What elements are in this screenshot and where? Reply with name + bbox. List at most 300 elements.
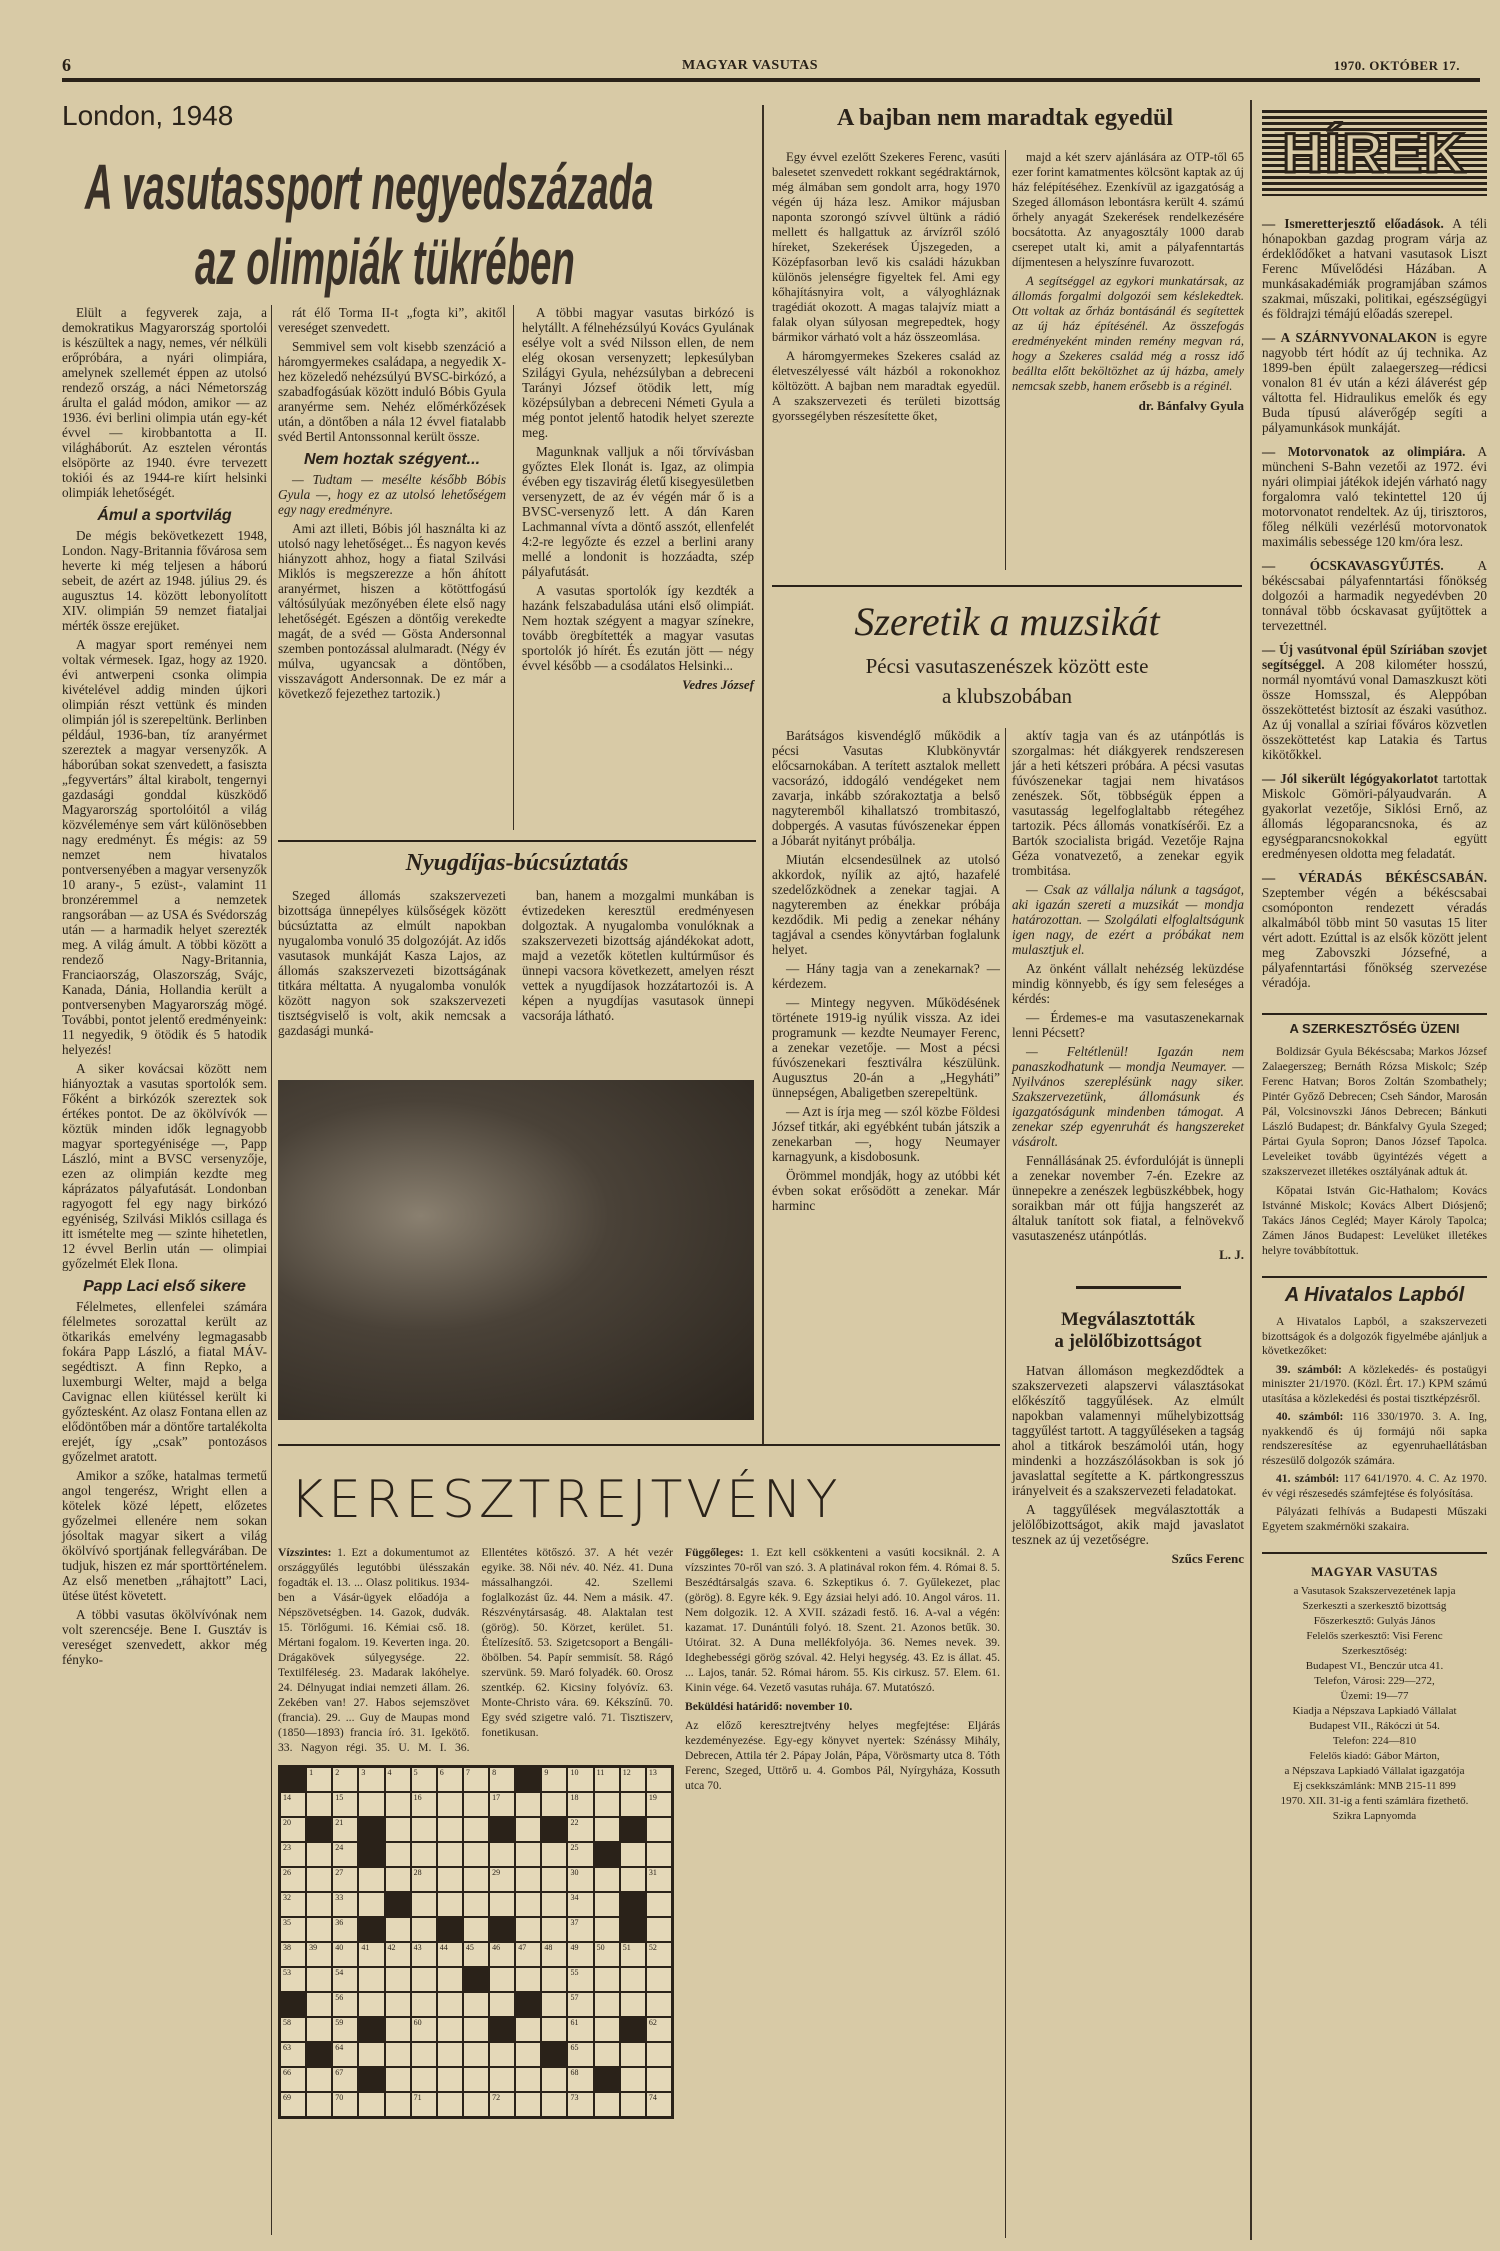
page-number: 6 <box>62 55 72 75</box>
crossword-cell <box>463 2092 489 2117</box>
music-subhead-2: a klubszobában <box>941 684 1073 708</box>
crossword-cell: 54 <box>332 1967 358 1992</box>
crossword-cell <box>306 1867 332 1892</box>
crossword-cell: 43 <box>411 1942 437 1967</box>
help-column-1 <box>772 150 1000 428</box>
crossword-cell <box>489 1842 515 1867</box>
crossword-cell <box>411 1892 437 1917</box>
official-item <box>1262 1505 1487 1534</box>
crossword-cell <box>463 2017 489 2042</box>
crossword-cell <box>306 2042 332 2067</box>
imprint-line: Felelős kiadó: Gábor Márton, <box>1309 1750 1440 1762</box>
crossword-cell: 59 <box>332 2017 358 2042</box>
section-rule <box>1076 1286 1181 1289</box>
crossword-cell <box>306 2092 332 2117</box>
crossword-cell <box>306 2017 332 2042</box>
imprint-line: Budapest VI., Benczúr utca 41. <box>1305 1660 1444 1672</box>
masthead-rule <box>62 78 1480 82</box>
retirement-dinner-photo <box>278 1080 754 1420</box>
paragraph: Barátságos kisvendéglő működik a pécsi Vasutas Klubkönyvtár előcsarnokában. A terített asztalok mellett vacsorázó, iddogáló vendégeket nem zavarja, inkább szórakoztatja a belső nagyteremből kihallatszó trombitaszó, dobpergés. A vasutas fúvószenekar éppen a Jóbarát nyitányt próbálja. <box>772 728 1000 848</box>
paragraph: Ami azt illeti, Bóbis jól használta ki az utolsó nagy lehetőséget... És nagyon kevés hiányzott ahhoz, hogy a fiatal Szilvási Miklós is megszerezze a hőn áhított aranyérmet, hiszen a kötöttfogású váltósúlyúak mezőnyében élete első nagy lehetőségét. Egészen a döntőig verekedte magát, de a svéd — Gösta Andersonnal szemben pontozással alulmaradt. (Négy év múlva, ugyancsak a döntőben, visszavágott Andersonnak. De ez már a következő fejezethez tartozik.) <box>278 521 506 701</box>
crossword-cell <box>515 1992 541 2017</box>
official-item <box>1262 1472 1487 1501</box>
crossword-cell <box>306 1992 332 2017</box>
crossword-deadline: Beküldési határidő: november 10. <box>685 1700 853 1713</box>
crossword-cell: 15 <box>332 1792 358 1817</box>
crossword-cell <box>437 2042 463 2067</box>
imprint-line: Budapest VII., Rákóczi út 54. <box>1309 1720 1440 1732</box>
crossword-solution-note: Az előző keresztrejtvény helyes megfejtése: Eljárás kezdeményezése. Egy-egy könyvet nyertek: Szénássy Mihály, Debrecen, Attila tér 2. Pápay Jolán, Pápa, Vörösmarty utca 8. Tóth Ferenc, Szeged, Uttörő u. 4. Gombos Pál, Nyírgyháza, Kossuth utca 70. <box>685 1719 1000 1792</box>
crossword-cell: 32 <box>280 1892 306 1917</box>
across-text: 1. Ezt a dokumentumot az országgyűlés legutóbbi ülésszakán fogadták el. 13. ... Olasz politikus. 1934-ben a Vásár-ügyek előadója a Népszövetségben. 14. Gazok, dudvák. 15. Törlőgumi. 16. Kémiai cső. 18. Mértani fogalom. 19. Keverten inga. 20. Drágakövek súlyegysége. 22. Textilféleség. 23. Madarak lakóhelye. 24. Délnyugat indiai nemzeti állam. 26. Zekében van! 27. Habos sejemszövet (francia). 29. ... Guy de Maupas mond (1850—1893) francia író. 31. Igekötő. 33. Nagyon régi. 35. U. M. I. 36. Ellentétes kötőszó. 37. A hét vezér egyike. 38. Női név. 40. Néz. 41. Duna mássalhangzói. 42. Szellemi foglalkozást űz. 44. Nem a másik. 47. Részvénytársaság. 48. Alaktalan test (görög). 50. Körzet, kerület. 51. Ételízesítő. 53. Szigetcsoport a Bengáli-öbölben. 54. Papír semmisít. 58. Rágó szervünk. 59. Maró folyadék. 60. Orosz szentkép. 62. Kicsiny folyóvíz. 63. Monte-Christo vára. 69. Kékszínű. 70. Egy svéd szigetre való. 71. Tisztiszerv, fonetikusan. <box>278 1546 673 1754</box>
imprint-line: 1970. XII. 31-ig a fenti számlára fizethető. <box>1280 1795 1469 1807</box>
crossword-cell <box>411 2067 437 2092</box>
imprint-lines <box>1262 1584 1487 1824</box>
news-item <box>1262 771 1487 861</box>
section-rule <box>772 585 1242 587</box>
crossword-cell <box>646 2042 672 2067</box>
news-item-text: A 208 kilométer hosszú, normál nyomtávú vonal Damaszkuszt köti össze Homsszal, és Aleppóban összeköttetést biztosít az északi vasúthoz. Az új vonallal a szíriai főváros közvetlen összeköttetést kap Latakia és Tartus kikötőkkel. <box>1262 657 1487 762</box>
crossword-cell: 3 <box>358 1767 384 1792</box>
crossword-cell <box>594 2042 620 2067</box>
crossword-cell: 24 <box>332 1842 358 1867</box>
paragraph: A Hivatalos Lapból, a szakszervezeti bizottságok és a dolgozók figyelmébe ajánljuk a következőket: <box>1262 1315 1487 1357</box>
crossword-cell <box>280 1767 306 1792</box>
paragraph: Kőpatai István Gic-Hathalom; Kovács Istvánné Miskolc; Kovács Albert Diósjenő; Takács János Cegléd; Mayer Károly Tapolca; Zámen János Budapest: Levelüket illetékes helyre továbbítottuk. <box>1262 1184 1487 1257</box>
retirement-headline: Nyugdíjas-búcsúztatás <box>405 850 629 876</box>
paragraph: Miután elcsendesülnek az utolsó akkordok, nyílik az ajtó, hazafelé szedelőzködnek a zenekar tagjai. A nagyteremben az énekkar próbája kezdődik. Mi pedig a zenekar néhány tagjával a csendes könyvtárban foglalunk helyet. <box>772 852 1000 957</box>
official-item-text: 116 330/1970. 3. A. Ing, nyakkendő és új formájú női sapka rendszeresítése az egyenruhaellátásban részesülő dolgozók számára. <box>1262 1410 1487 1467</box>
crossword-cell <box>385 1992 411 2017</box>
paragraph: Egy évvel ezelőtt Szekeres Ferenc, vasúti balesetet szenvedett rokkant segédraktárnok, még álmában sem gondolt arra, hogy 1970 végén új háza lesz. Amikor májusban naponta szorongó szívvel ültünk a rádió mellett és hallgattuk az árvízről szóló híreket, Szekerések Újszegeden, a Középfasorban levő kis családi házukban különös jelenségre figyeltek fel. Ami egy kőhajításnyira volt, a vályoghláznak tragédiát okozott. A magas talajvíz miatt a falak olyan súlyosan megrepedtek, hogy bármikor várható volt a ház összeomlása. <box>772 150 1000 344</box>
column-divider <box>762 105 764 1445</box>
news-item-text: is egyre nagyobb tért hódít az új technika. Az 1899-ben épült zalaegerszeg—rédicsi vonalon 81 év után a kézi áláverést gép váltotta fel. Hidraulikus emelők és egy Buda típusú aláverőgép segíti a pályamunkások munkáját. <box>1262 330 1487 435</box>
crossword-cell <box>594 1917 620 1942</box>
official-item-text: A közlekedés- és postaügyi miniszter 21/1970. (Közl. Ért. 17.) KPM számú utasítása a közlekedési és postai tisztképzésről. <box>1262 1362 1487 1405</box>
paragraph: A segítséggel az egykori munkatársak, az állomás forgalmi dolgozói sem késlekedtek. Ott voltak az őrház bontásánál és segítettek az új ház építésénél. Az összefogás eredményeként minden remény megvan rá, hogy a Szekeres család még a rossz idő beállta előtt beköltözhet az új házba, amely nemcsak szebb, hanem erősebb is a réginél. <box>1012 274 1244 393</box>
crossword-cell <box>385 1792 411 1817</box>
paragraph: Fennállásának 25. évfordulóját is ünnepli a zenekar november 7-én. Ezekre az ünnepekre a zenészek legbüszkébbek, hogy soraikban már ott fújja hangszerét az általuk tanított sok fiatal, a felnövekvő vasutaszenész utánpótlás. <box>1012 1153 1244 1243</box>
crossword-cell: 9 <box>541 1767 567 1792</box>
crossword-cell <box>358 1917 384 1942</box>
crossword-cell: 47 <box>515 1942 541 1967</box>
official-heading: A Hivatalos Lapból <box>1262 1276 1487 1307</box>
crossword-cell <box>489 2067 515 2092</box>
crossword-cell <box>385 2067 411 2092</box>
crossword-cell <box>411 2042 437 2067</box>
paragraph: Hatvan állomáson megkezdődtek a szakszervezeti alapszervi választásokat előkészítő taggyűlések. Az elmúlt napokban valamennyi műhelybizottság taggyűlést tartott. A taggyűléseken a tagság ahol a titkárok beszámolói után, hogy mindenki a hozzászólásokban is sok jó javaslattal segítette a K. pártkongresszus irányelveit és a szakszervezeti feladatokat. <box>1012 1363 1244 1498</box>
paragraph: — Azt is írja meg — szól közbe Földesi József titkár, aki egyébként tubán játszik a zenekarban —, hogy Neumayer karnagyunk, a kisdobosunk. <box>772 1104 1000 1164</box>
news-item-lead: — ÓCSKAVASGYŰJTÉS. <box>1262 558 1444 573</box>
election-body <box>1012 1363 1244 1566</box>
crossword-cell <box>620 1867 646 1892</box>
crossword-cell <box>385 1842 411 1867</box>
crossword-cell: 68 <box>567 2067 593 2092</box>
crossword-cell <box>541 1967 567 1992</box>
crossword-cell: 64 <box>332 2042 358 2067</box>
crossword-cell <box>489 1917 515 1942</box>
news-item <box>1262 642 1487 762</box>
paragraph: Elült a fegyverek zaja, a demokratikus Magyarország sportolói is készültek a nagy, nemes, vér nélküli erőpróbára, a nyári olimpiára, amelynek szellemét éppen az utolsó rendező ország, a náci Németország árulta el galád módon, amikor — az 1936. évi berlini olimpia után egy-két évvel — kirobbantotta a II. világháborút. Az esztelen vérontás elsöpörte az 1940. évre tervezett tokiói és az 1944-re kiírt helsinki olimpiák lehetőségét. <box>62 305 267 500</box>
editorial-body <box>1262 1044 1487 1262</box>
imprint-line: a Vasutasok Szakszervezetének lapja <box>1293 1585 1456 1597</box>
music-headline: Szeretik a muzsikát <box>854 599 1160 644</box>
paragraph: — Csak az vállalja nálunk a tagságot, aki igazán szereti a muzsikát — mondja határozottan. — Szolgálati elfoglaltságunk igen nagy, de ezért a próbákat nem mulasztjuk el. <box>1012 882 1244 957</box>
crossword-cell <box>620 2017 646 2042</box>
crossword-cell <box>489 1817 515 1842</box>
crossword-cell <box>594 1792 620 1817</box>
column-divider <box>1250 100 1252 2240</box>
crossword-cell: 65 <box>567 2042 593 2067</box>
crossword-cell <box>541 2042 567 2067</box>
newspaper-title: MAGYAR VASUTAS <box>681 58 818 73</box>
crossword-cell <box>489 1967 515 1992</box>
news-item-text: Szeptember végén a békéscsabai csomóponton rendezett véradás alkalmából több mint 50 vasutas 15 liter vért adott. Ezúttal is az elsők között jelent meg Zabovszki Józsefné, a pályafenntartási főnökség szervezése véradója. <box>1262 885 1487 990</box>
crossword-cell: 60 <box>411 2017 437 2042</box>
crossword-cell <box>541 1992 567 2017</box>
crossword-cell <box>437 1817 463 1842</box>
olympic-column-1 <box>62 305 267 1671</box>
crossword-cell: 39 <box>306 1942 332 1967</box>
crossword-cell: 66 <box>280 2067 306 2092</box>
crossword-cell: 25 <box>567 1842 593 1867</box>
crossword-cell <box>646 1817 672 1842</box>
section-rule <box>1262 1552 1487 1554</box>
imprint-line: Kiadja a Népszava Lapkiadó Vállalat <box>1292 1705 1457 1717</box>
crossword-cell <box>358 2042 384 2067</box>
paragraph: — Feltétlenül! Igazán nem panaszkodhatunk — mondja Neumayer. — Nyilvános szereplésünk nagy siker. Szakszervezetünk, állomásunk és igazgatóságunk mindenben támogat. A zenekar szép egyenruhát és hangszereket vásárolt. <box>1012 1044 1244 1149</box>
paragraph: A háromgyermekes Szekeres család az életveszélyessé vált házból a rokonokhoz költözött. A bajban nem maradtak egyedül. A szakszervezeti és területi bizottság gyorssegélyben részesítette őket, <box>772 349 1000 423</box>
imprint-line: Szerkeszti a szerkesztő bizottság <box>1302 1600 1447 1612</box>
crossword-cell <box>594 2092 620 2117</box>
subheading: Ámul a sportvilág <box>97 507 232 524</box>
music-column-2 <box>1012 728 1244 1262</box>
retirement-column-2 <box>522 888 754 1027</box>
section-rule <box>278 1444 1000 1446</box>
crossword-cell <box>463 1967 489 1992</box>
crossword-cell: 69 <box>280 2092 306 2117</box>
crossword-cell <box>594 1892 620 1917</box>
paragraph: Amikor a szőke, hatalmas termetű angol tengerész, Wright ellen a kötelek közé lépett, előzetes győzelmei ellenére nem sokan jósoltak magyar sikert a világ ökölvívó sportjának fellegvárában. De tudjuk, hiszen ez már sporttörténelem. Az első menetben „ráhajtott” Laci, ütése ütést követett. <box>62 1468 267 1603</box>
crossword-cell <box>594 1817 620 1842</box>
crossword-cell: 37 <box>567 1917 593 1942</box>
crossword-cell <box>358 1842 384 1867</box>
crossword-cell <box>489 1992 515 2017</box>
crossword-cell: 40 <box>332 1942 358 1967</box>
olympic-column-3 <box>522 305 754 692</box>
crossword-cell <box>411 1992 437 2017</box>
crossword-cell: 36 <box>332 1917 358 1942</box>
crossword-cell: 1 <box>306 1767 332 1792</box>
right-middle-column <box>1012 728 1244 1566</box>
crossword-cell <box>646 1967 672 1992</box>
official-list <box>1262 1315 1487 1538</box>
crossword-cell: 34 <box>567 1892 593 1917</box>
crossword-cell <box>541 1842 567 1867</box>
paragraph: Szeged állomás szakszervezeti bizottsága ünnepélyes külsőségek között búcsúztatta az elmúlt napokban nyugalomba vonuló 35 dolgozóját. Az idős vasutasok munkáját Kasza Lajos, az állomás szakszervezeti bizottságának titkára méltatta. A nyugalomba vonulók között nagyon sok szakszervezeti tisztségviselő is volt, akik nemcsak a gazdasági munká- <box>278 888 506 1038</box>
crossword-cell: 29 <box>489 1867 515 1892</box>
crossword-cell <box>358 1892 384 1917</box>
imprint-title: MAGYAR VASUTAS <box>1311 1564 1438 1579</box>
paragraph: — Hány tagja van a zenekarnak? — kérdezem. <box>772 961 1000 991</box>
news-item <box>1262 870 1487 990</box>
paragraph: — Mintegy negyven. Működésének története 1919-ig nyúlik vissza. Az idei programunk — kezdte Neumayer Ferenc, a zenekar vezetője. — Most a pécsi fúvószenekari fesztiválra készülünk. Augusztus 20-án a „Hegyháti” ünnepségen, Abaligetben szerepeltünk. <box>772 995 1000 1100</box>
crossword-left-block <box>278 1545 673 2119</box>
crossword-cell: 52 <box>646 1942 672 1967</box>
paragraph: — Érdemes-e ma vasutaszenekarnak lenni Pécsett? <box>1012 1010 1244 1040</box>
crossword-cell <box>411 1967 437 1992</box>
crossword-cell <box>358 1992 384 2017</box>
crossword-cell: 18 <box>567 1792 593 1817</box>
election-headline-1: Megválasztották <box>1060 1309 1196 1330</box>
column-divider <box>271 305 272 2235</box>
author: dr. Bánfalvy Gyula <box>1138 398 1244 413</box>
crossword-cell: 55 <box>567 1967 593 1992</box>
crossword-cell <box>646 2067 672 2092</box>
olympic-column-2 <box>278 305 506 705</box>
issue-date: 1970. OKTÓBER 17. <box>1333 58 1460 73</box>
crossword-cell: 27 <box>332 1867 358 1892</box>
crossword-cell <box>541 2092 567 2117</box>
crossword-cell: 63 <box>280 2042 306 2067</box>
imprint-line: Telefon, Városi: 229—272, <box>1314 1675 1435 1687</box>
crossword-cell <box>437 1867 463 1892</box>
crossword-cell <box>463 1992 489 2017</box>
crossword-cell <box>541 2017 567 2042</box>
crossword-cell <box>358 2067 384 2092</box>
crossword-cell: 20 <box>280 1817 306 1842</box>
right-column <box>1262 110 1487 1824</box>
crossword-cell: 16 <box>411 1792 437 1817</box>
crossword-cell <box>515 1917 541 1942</box>
crossword-cell: 33 <box>332 1892 358 1917</box>
crossword-cell <box>463 1892 489 1917</box>
crossword-cell: 45 <box>463 1942 489 1967</box>
crossword-cell <box>358 2092 384 2117</box>
crossword-cell: 28 <box>411 1867 437 1892</box>
crossword-cell: 30 <box>567 1867 593 1892</box>
news-item <box>1262 444 1487 549</box>
crossword-cell: 56 <box>332 1992 358 2017</box>
official-item-lead: 39. számból: <box>1276 1362 1342 1376</box>
news-item-lead: — Jól sikerült légógyakorlatot <box>1262 771 1439 786</box>
crossword-cell <box>515 2067 541 2092</box>
crossword-cell <box>385 2042 411 2067</box>
subheading: Papp Laci első sikere <box>83 1278 246 1295</box>
official-item-lead: 40. számból: <box>1276 1410 1344 1423</box>
crossword-cell <box>385 1967 411 1992</box>
crossword-cell <box>620 1917 646 1942</box>
olympic-headline-line2: az olimpiák tükrében <box>195 226 575 298</box>
crossword-cell <box>515 2042 541 2067</box>
paragraph: De mégis bekövetkezett 1948, London. Nagy-Britannia fővárosa sem heverte ki még teljesen a háború sebeit, de azért az 1948. július 29. és augusztus 14. között lebonyolított XIV. olimpián 59 nemzet fiataljai mérték össze erejüket. <box>62 528 267 633</box>
music-column-1 <box>772 728 1000 1217</box>
crossword-cell <box>515 1867 541 1892</box>
crossword-cell <box>306 2067 332 2092</box>
crossword-cell <box>594 1867 620 1892</box>
crossword-cell <box>463 2042 489 2067</box>
crossword-cell: 38 <box>280 1942 306 1967</box>
crossword-cell <box>358 1967 384 1992</box>
crossword-cell <box>306 1842 332 1867</box>
crossword-cell <box>385 1917 411 1942</box>
crossword-cell <box>463 1792 489 1817</box>
paragraph: A vasutas sportolók így kezdték a hazánk felszabadulása utáni első olimpiát. Nem hoztak szégyent a magyar színekre, tovább öregbítették a magyar vasutas sportolók jó hírét. És ezután jött — négy évvel később — a csodálatos Helsinki... <box>522 583 754 673</box>
crossword-cell <box>306 1817 332 1842</box>
crossword-cell: 41 <box>358 1942 384 1967</box>
crossword-cell <box>358 1792 384 1817</box>
crossword-cell: 12 <box>620 1767 646 1792</box>
olympic-headline-line1: A vasutassport negyedszázada <box>85 151 654 223</box>
help-column-2 <box>1012 150 1244 413</box>
news-item-text: A müncheni S-Bahn vezetői az 1972. évi nyári olimpiai játékok idején várható nagy forgalomra való tekintettel 120 új motorvonatot rendeltek. Az új, tirisztoros, főleg nélküli vezérlésű motorvonatok maximális sebessége 120 km/óra lesz. <box>1262 444 1487 549</box>
crossword-cell <box>620 2092 646 2117</box>
crossword-cell: 57 <box>567 1992 593 2017</box>
music-subhead-1: Pécsi vasutaszenészek között este <box>865 654 1149 678</box>
crossword-cell <box>620 2042 646 2067</box>
news-banner-text: HÍREK <box>1282 121 1467 184</box>
crossword-cell: 21 <box>332 1817 358 1842</box>
crossword-cell: 62 <box>646 2017 672 2042</box>
news-list <box>1262 216 1487 999</box>
crossword-cell <box>489 2042 515 2067</box>
crossword-cell: 7 <box>463 1767 489 1792</box>
news-item-lead: — Ismeretterjesztő előadások. <box>1262 216 1444 231</box>
crossword-cell: 72 <box>489 2092 515 2117</box>
crossword-cell <box>463 1917 489 1942</box>
crossword-cell <box>411 1917 437 1942</box>
crossword-cell: 48 <box>541 1942 567 1967</box>
crossword-cell <box>620 1817 646 1842</box>
crossword-cell <box>437 1992 463 2017</box>
crossword-cell <box>437 1792 463 1817</box>
crossword-cell <box>646 1842 672 1867</box>
crossword-cell <box>385 1867 411 1892</box>
crossword-cell <box>620 1992 646 2017</box>
official-item-text: Pályázati felhívás a Budapesti Műszaki Egyetem szakmérnöki szakaira. <box>1262 1505 1487 1533</box>
crossword-cell: 67 <box>332 2067 358 2092</box>
crossword-cell <box>437 2017 463 2042</box>
crossword-cell: 73 <box>567 2092 593 2117</box>
author: Vedres József <box>682 677 754 692</box>
crossword-cell <box>411 1842 437 1867</box>
crossword-cell: 31 <box>646 1867 672 1892</box>
election-headline-2: a jelölőbizottságot <box>1054 1331 1202 1352</box>
crossword-cell: 10 <box>567 1767 593 1792</box>
crossword-cell <box>463 1842 489 1867</box>
crossword-title: KERESZTREJTVÉNY <box>290 1470 842 1530</box>
imprint-line: Üzemi: 19—77 <box>1340 1690 1409 1702</box>
imprint-line: Szerkesztőség: <box>1341 1645 1408 1657</box>
crossword-cell <box>620 2067 646 2092</box>
news-item-lead: — VÉRADÁS BÉKÉSCSABÁN. <box>1262 870 1487 885</box>
crossword-cell <box>515 1767 541 1792</box>
crossword-cell <box>358 1867 384 1892</box>
crossword-cell <box>306 1917 332 1942</box>
news-item <box>1262 216 1487 321</box>
crossword-cell <box>358 2017 384 2042</box>
imprint-line: Ej csekkszámlánk: MNB 215-11 899 <box>1293 1780 1456 1792</box>
paragraph: A taggyűlések megválasztották a jelölőbizottságot, akik majd javaslatot tesznek az új vezetőségre. <box>1012 1502 1244 1547</box>
news-item-lead: — A SZÁRNYVONALAKON <box>1262 330 1437 345</box>
crossword-cell <box>463 2067 489 2092</box>
crossword-cell: 17 <box>489 1792 515 1817</box>
column-divider <box>513 305 514 830</box>
crossword-cell <box>463 1817 489 1842</box>
crossword-cell <box>437 1842 463 1867</box>
help-headline: A bajban nem maradtak egyedül <box>836 105 1174 131</box>
official-item-text: 117 641/1970. 4. C. Az 1970. év végi részesedés számfejtése és folyósítása. <box>1262 1472 1487 1500</box>
crossword-cell <box>515 1792 541 1817</box>
news-item-text: A téli hónapokban gazdag program várja az érdeklődőket a hatvani vasutasok Liszt Ferenc Művelődési Házában. A munkásakadémiák programjában számos szakmai, műszaki, politikai, egészségügyi és földrajzi témájú előadás szerepel. <box>1262 216 1487 321</box>
crossword-cell: 23 <box>280 1842 306 1867</box>
crossword-cell <box>594 2017 620 2042</box>
news-item <box>1262 558 1487 633</box>
crossword-cell: 8 <box>489 1767 515 1792</box>
article-kicker: London, 1948 <box>62 100 234 131</box>
crossword-cell <box>541 2067 567 2092</box>
crossword-cell <box>385 1817 411 1842</box>
crossword-cell <box>620 1892 646 1917</box>
crossword-cell: 49 <box>567 1942 593 1967</box>
crossword-cell <box>620 1967 646 1992</box>
crossword-cell <box>594 1842 620 1867</box>
crossword-cell: 19 <box>646 1792 672 1817</box>
news-banner <box>1262 110 1487 196</box>
crossword-cell <box>463 1867 489 1892</box>
paragraph: A többi magyar vasutas birkózó is helytállt. A félnehézsúlyú Kovács Gyulának esélye volt a svéd Nilsson ellen, de nem elég okosan versenyzett; lepkesúlyban Szilágyi Gyula, nehézsúlyban a debreceni Tarányi József ötödik lett, míg középsúlyban a debreceni Németi Gyula a még pontot jelentő hatodik helyet szerezte meg. <box>522 305 754 440</box>
paragraph: Magunknak valljuk a női tőrvívásban győztes Elek Ilonát is. Igaz, az olimpia évében egy tiszavirág életű kisegyesületben versenyzett, de az év végén már ő is a BVSC-versenyző lett. A dán Karen Lachmannal vívta a döntő asszót, ellenfelét 4:2-re legyőzte és ezzel a berlini arany mellé a londonit is hozzáadta, szép pályafutását. <box>522 444 754 579</box>
crossword-grid <box>278 1765 674 2119</box>
paragraph: A siker kovácsai között nem hiányoztak a vasutas sportolók sem. Főként a birkózók szereztek sok értékes pontot. De az ökölvívók — köztük minden idők legnagyobb magyar sportegyénisége —, Papp László, mint a BVSC versenyzője, ezen az olimpián kezdte meg káprázatos pályafutását. Londonban ragyogott fel egy nagy birkózó egyéniség, Szilvási Miklós csillaga és itt ismételte meg — szinte hihetetlen, 12 évvel Berlin után — olimpiai győzelmét Elek Ilona. <box>62 1061 267 1271</box>
crossword-across-clues <box>278 1545 673 1755</box>
crossword-cell <box>515 1967 541 1992</box>
crossword-cell <box>437 2067 463 2092</box>
crossword-cell <box>541 1817 567 1842</box>
crossword-cell: 26 <box>280 1867 306 1892</box>
crossword-cell: 5 <box>411 1767 437 1792</box>
crossword-cell <box>646 1917 672 1942</box>
news-item-lead: — Motorvonatok az olimpiára. <box>1262 444 1466 459</box>
news-item-text: A békéscsabai pályafenntartási főnökség dolgozói a harmadik negyedévben 20 tonnával több ócskavasat gyűjtöttek a tervezettnél. <box>1262 558 1487 633</box>
crossword-cell <box>358 1817 384 1842</box>
crossword-cell: 14 <box>280 1792 306 1817</box>
crossword-cell <box>385 1892 411 1917</box>
author: Szűcs Ferenc <box>1171 1551 1244 1566</box>
crossword-cell <box>437 2092 463 2117</box>
news-item <box>1262 330 1487 435</box>
crossword-cell: 61 <box>567 2017 593 2042</box>
paragraph: A magyar sport reményei nem voltak vérmesek. Igaz, hogy az 1920. évi antwerpeni csonka olimpia kivételével addig minden újkori olimpián részt vettünk és minden olimpián jól is szerepeltünk. Berlinben például, 1936-ban, tíz aranyérmet szereztek a magyar versenyzők. A háborúban sokat szenvedett, a fasiszta „fegyvertárs” által kirabolt, tengernyi gazdasági gonddal küszködő Magyarország sportolóitól a világ közvéleménye sem várt különösebben nagy eredményt. És mégis: az 59 nemzet nem hivatalos pontversenyében a magyar versenyzők 10 arany-, 5 ezüst-, valamint 11 bronzéremmel a nemzetek rangsorában — az USA és Svédország után — a harmadik helyet szerezték meg. A világ ámult. A többi között a rendező Nagy-Britannia, Franciaország, Olaszország, Svájc, Kanada, Dánia, Hollandia került a pontversenyben Magyarország mögé. További, pontot jelentő eredményeink: 11 negyedik, 9 ötödik és 5 hatodik helyezés! <box>62 637 267 1057</box>
paragraph: Az önként vállalt nehézség leküzdése mindig könnyebb, és így sem feleséges a kérdés: <box>1012 961 1244 1006</box>
crossword-cell <box>515 2092 541 2117</box>
official-item <box>1262 1410 1487 1468</box>
crossword-cell <box>385 2092 411 2117</box>
crossword-cell <box>437 1967 463 1992</box>
crossword-cell: 11 <box>594 1767 620 1792</box>
crossword-cell: 35 <box>280 1917 306 1942</box>
column-divider <box>1005 150 1006 570</box>
news-item-text: tartottak Miskolc Gömöri-pályaudvarán. A gyakorlat vezetője, Siklósi Ernő, az állomás légoparancsnoka, és az egységparancsnokokkal együtt eredményesen oldotta meg feladatát. <box>1262 771 1487 861</box>
crossword-cell <box>541 1892 567 1917</box>
paragraph: Boldizsár Gyula Békéscsaba; Markos József Zalaegerszeg; Bernáth Rózsa Miskolc; Szép Ferenc Hatvan; Boros Zoltán Szombathely; Pintér Győző Debrecen; Cseh Sándor, Marosán Pál, Volcsinovszki János Debrecen; Bánkuti László Budapest; dr. Bánkfalvy Gyula Szeged; Pártai Gyula Sopron; Danos József Tapolca. Leveleiket tovább ügyintézés végett a szakszervezet illetékes osztályának adtuk át. <box>1262 1045 1487 1178</box>
crossword-cell: 71 <box>411 2092 437 2117</box>
imprint-line: Szikra Lapnyomda <box>1332 1810 1417 1822</box>
crossword-cell: 70 <box>332 2092 358 2117</box>
crossword-cell: 2 <box>332 1767 358 1792</box>
crossword-cell <box>306 1967 332 1992</box>
crossword-cell <box>594 1967 620 1992</box>
